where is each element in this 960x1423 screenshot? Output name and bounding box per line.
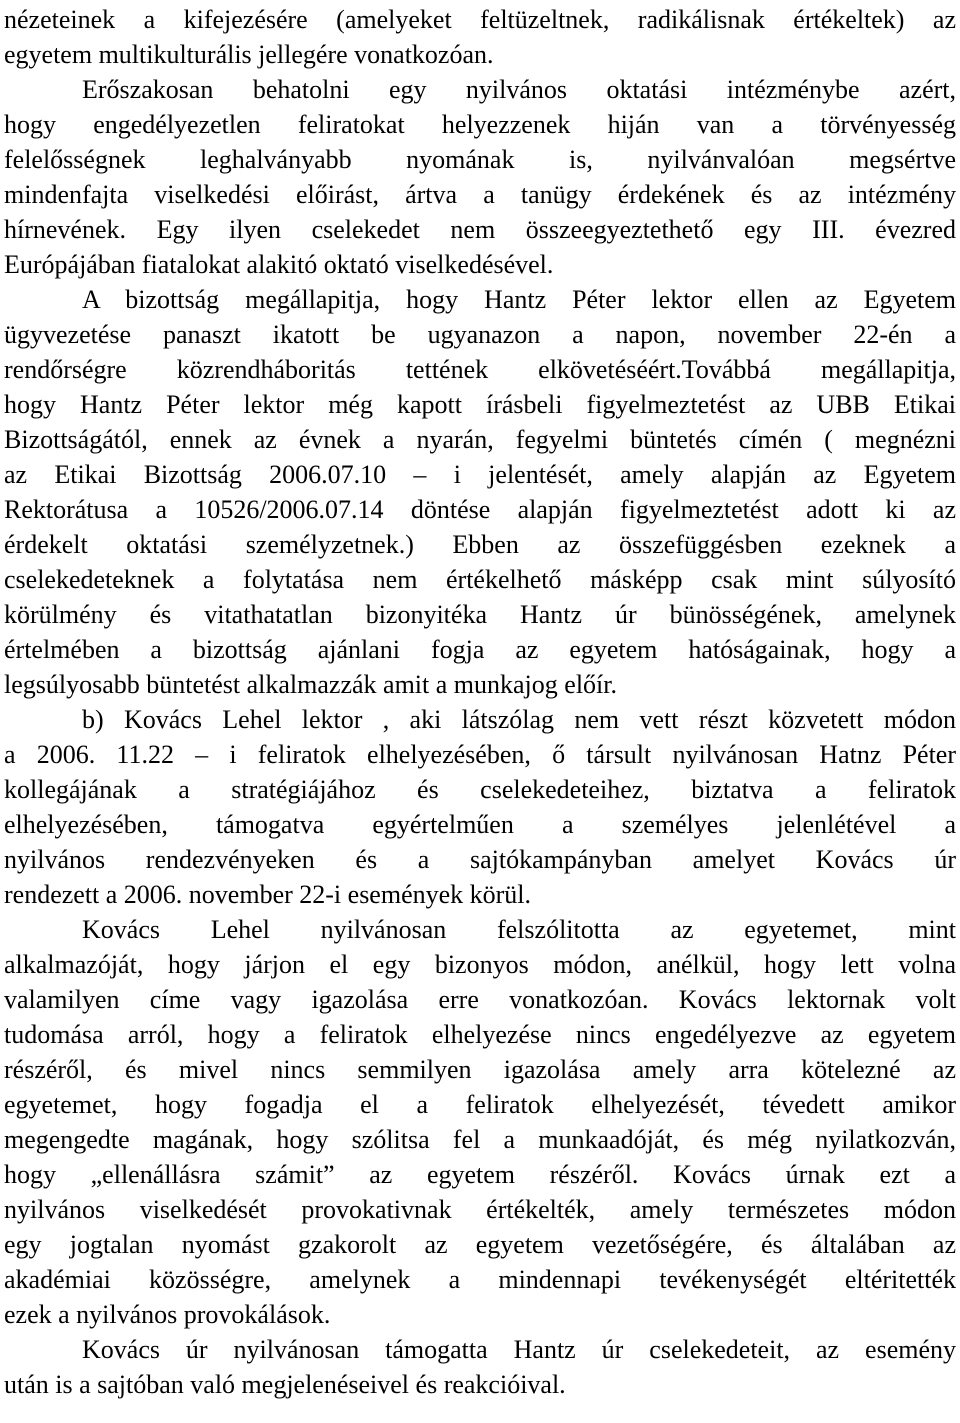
text-line: hogy „ellenállásra számit” az egyetem részéről. Kovács úrnak ezt a (4, 1160, 956, 1189)
text-line: rendezett a 2006. november 22-i események körül. (4, 880, 532, 909)
text-line: a 2006. 11.22 – i feliratok elhelyezésében, ő társult nyilvánosan Hatnz Péter (4, 740, 956, 769)
text-line: egyetem multikulturális jellegére vonatkozóan. (4, 40, 494, 69)
text-line: elhelyezésében, támogatva egyértelműen a személyes jelenlétével a (4, 810, 956, 839)
text-line: b) Kovács Lehel lektor , aki látszólag nem vett részt közvetett módon (82, 705, 956, 734)
text-line: körülmény és vitathatatlan bizonyitéka Hantz úr bünösségének, amelynek (4, 600, 956, 629)
text-line: valamilyen címe vagy igazolása erre vonatkozóan. Kovács lektornak volt (4, 985, 956, 1014)
text-line: kollegájának a stratégiájához és cselekedeteihez, biztatva a feliratok (4, 775, 956, 804)
text-line: hírnevének. Egy ilyen cselekedet nem összeegyeztethető egy III. évezred (4, 215, 956, 244)
text-line: egy jogtalan nyomást gzakorolt az egyetem vezetőségére, és általában az (4, 1230, 956, 1259)
text-line: értelmében a bizottság ajánlani fogja az egyetem hatóságainak, hogy a (4, 635, 956, 664)
text-line: Kovács Lehel nyilvánosan felszólitotta az egyetemet, mint (82, 915, 956, 944)
text-line: rendőrségre közrendháboritás tettének elkövetéséért.Továbbá megállapitja, (4, 355, 956, 384)
text-line: után is a sajtóban való megjelenéseivel és reakcióival. (4, 1370, 566, 1399)
text-line: részéről, és mivel nincs semmilyen igazolása amely arra kötelezné az (4, 1055, 956, 1084)
text-line: Bizottságától, ennek az évnek a nyarán, fegyelmi büntetés címén ( megnézni (4, 425, 956, 454)
text-line: ügyvezetése panaszt ikatott be ugyanazon a napon, november 22-én a (4, 320, 956, 349)
text-line: Európájában fiatalokat alakitó oktató viselkedésével. (4, 250, 554, 279)
text-line: cselekedeteknek a folytatása nem értékelhető másképp csak mint súlyosító (4, 565, 956, 594)
text-line: megengedte magának, hogy szólitsa fel a munkaadóját, és még nyilatkozván, (4, 1125, 956, 1154)
text-line: egyetemet, hogy fogadja el a feliratok elhelyezését, tévedett amikor (4, 1090, 956, 1119)
text-line: mindenfajta viselkedési előirást, ártva a tanügy érdekének és az intézmény (4, 180, 956, 209)
text-line: legsúlyosabb büntetést alkalmazzák amit a munkajog előír. (4, 670, 617, 699)
text-line: hogy Hantz Péter lektor még kapott írásbeli figyelmeztetést az UBB Etikai (4, 390, 956, 419)
text-line: felelősségnek leghalványabb nyomának is, nyilvánvalóan megsértve (4, 145, 956, 174)
text-line: ezek a nyilvános provokálások. (4, 1300, 331, 1329)
text-line: hogy engedélyezetlen feliratokat helyezzenek hiján van a törvényesség (4, 110, 956, 139)
text-line: akadémiai közösségre, amelynek a mindennapi tevékenységét eltéritették (4, 1265, 956, 1294)
text-line: nyilvános rendezvényeken és a sajtókampányban amelyet Kovács úr (4, 845, 956, 874)
text-line: alkalmazóját, hogy járjon el egy bizonyos módon, anélkül, hogy lett volna (4, 950, 956, 979)
text-line: nyilvános viselkedését provokativnak értékelték, amely természetes módon (4, 1195, 956, 1224)
text-line: Kovács úr nyilvánosan támogatta Hantz úr cselekedeteit, az esemény (82, 1335, 956, 1364)
text-line: az Etikai Bizottság 2006.07.10 – i jelentését, amely alapján az Egyetem (4, 460, 956, 489)
text-line: érdekelt oktatási személyzetnek.) Ebben az összefüggésben ezeknek a (4, 530, 956, 559)
text-line: Rektorátusa a 10526/2006.07.14 döntése alapján figyelmeztetést adott ki az (4, 495, 956, 524)
text-line: Erőszakosan behatolni egy nyilvános oktatási intézménybe azért, (82, 75, 956, 104)
text-line: nézeteinek a kifejezésére (amelyeket feltüzeltnek, radikálisnak értékeltek) az (4, 5, 956, 34)
text-line: A bizottság megállapitja, hogy Hantz Péter lektor ellen az Egyetem (82, 285, 956, 314)
text-line: tudomása arról, hogy a feliratok elhelyezése nincs engedélyezve az egyetem (4, 1020, 956, 1049)
